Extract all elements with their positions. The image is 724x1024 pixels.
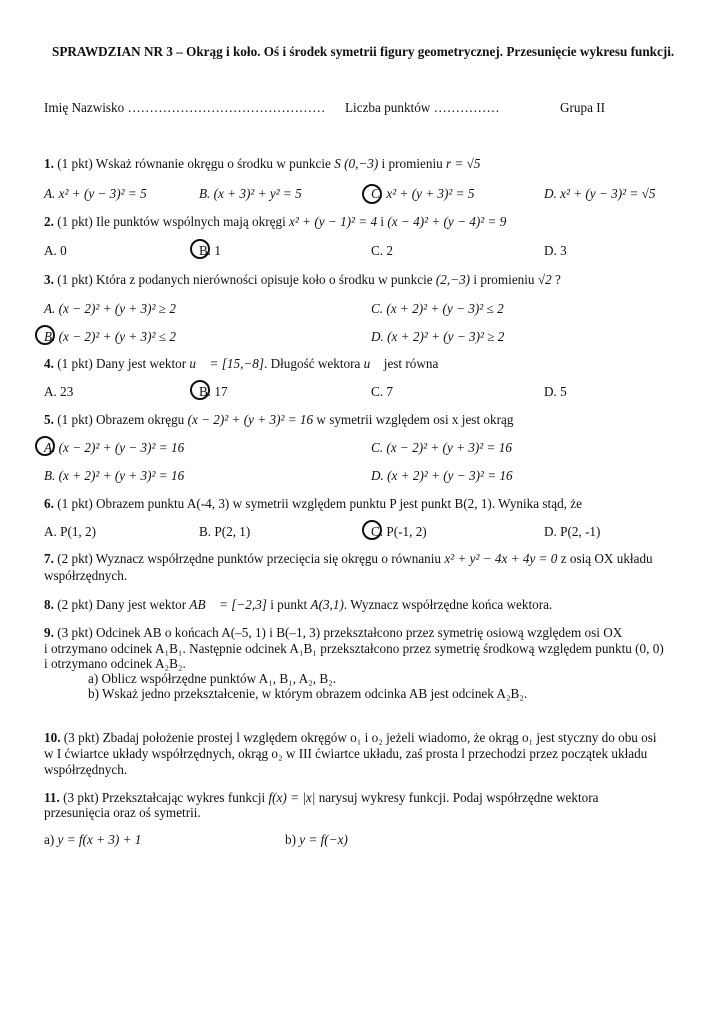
answer-2c: C. 2 (371, 243, 393, 258)
question-3: 3. (1 pkt) Która z podanych nierówności opisuje koło o środku w punkcie (2,−3) i promieniu √2 ? (44, 272, 561, 287)
question-9: 9. (3 pkt) Odcinek AB o końcach A(–5, 1) i B(–1, 3) przekształcono przez symetrię osiową względem osi OX (44, 625, 623, 640)
page-title: SPRAWDZIAN NR 3 – Okrąg i koło. Oś i środek symetrii figury geometrycznej. Przesunięcie wykresu funkcji. (52, 44, 675, 59)
answer-4a: A. 23 (44, 384, 74, 399)
question-11-line2: przesunięcia oraz oś symetrii. (44, 805, 201, 820)
selected-answer-circle (35, 436, 55, 456)
selected-answer-circle (190, 239, 210, 259)
answer-2b: B. 1 (199, 243, 221, 258)
selected-answer-circle (362, 520, 382, 540)
question-6: 6. (1 pkt) Obrazem punktu A(-4, 3) w symetrii względem punktu P jest punkt B(2, 1). Wynika stąd, że (44, 496, 582, 511)
question-9-line2: i otrzymano odcinek A₁B₁. Następnie odcinek A₁B₁ przekształcono przez symetrię środkową względem punktu (0, 0) (44, 641, 664, 656)
answer-2d: D. 3 (544, 243, 567, 258)
question-number: 1. (44, 156, 54, 171)
question-5: 5. (1 pkt) Obrazem okręgu (x − 2)² + (y + 3)² = 16 w symetrii względem osi x jest okrąg (44, 412, 514, 427)
selected-answer-circle (35, 325, 55, 345)
group-label: Grupa II (560, 100, 606, 115)
answer-3b: B. (x − 2)² + (y + 3)² ≤ 2 (44, 329, 176, 344)
answer-1b: B. (x + 3)² + y² = 5 (199, 186, 302, 201)
answer-6b: B. P(2, 1) (199, 524, 251, 539)
question-1: 1. (1 pkt) Wskaż równanie okręgu o środku w punkcie S (0,−3) i promieniu r = √5 (44, 156, 481, 171)
answer-1c: C. x² + (y + 3)² = 5 (371, 186, 475, 201)
answer-3a: A. (x − 2)² + (y + 3)² ≥ 2 (44, 301, 176, 316)
answer-5c: C. (x − 2)² + (y + 3)² = 16 (371, 440, 512, 455)
question-2: 2. (1 pkt) Ile punktów wspólnych mają okręgi x² + (y − 1)² = 4 i (x − 4)² + (y − 4)² = 9 (44, 214, 507, 229)
question-10-line2: w I ćwiartce układy współrzędnych, okrąg o₂ w III ćwiartce układu, zaś prosta l przechodzi przez początek układu (44, 746, 648, 761)
question-7: 7. (2 pkt) Wyznacz współrzędne punktów przecięcia się okręgu o równaniu x² + y² − 4x + 4y = 0 z osią OX układu (44, 551, 653, 566)
answer-4c: C. 7 (371, 384, 393, 399)
answer-5b: B. (x + 2)² + (y + 3)² = 16 (44, 468, 185, 483)
question-9-sub-b: b) Wskaż jedno przekształcenie, w którym obrazem odcinka AB jest odcinek A₂B₂. (88, 686, 528, 701)
selected-answer-circle (190, 380, 210, 400)
answer-3c: C. (x + 2)² + (y − 3)² ≤ 2 (371, 301, 504, 316)
answer-6d: D. P(2, -1) (544, 524, 601, 539)
answer-1a: A. x² + (y − 3)² = 5 (44, 186, 147, 201)
question-11-sub-a: a) y = f(x + 3) + 1 (44, 832, 142, 847)
question-11: 11. (3 pkt) Przekształcając wykres funkcji f(x) = |x| narysuj wykresy funkcji. Podaj współrzędne wektora (44, 790, 599, 805)
points-field-label: Liczba punktów …………… (345, 100, 500, 115)
question-8: 8. (2 pkt) Dany jest wektor AB⃗ = [−2,3] i punkt A(3,1). Wyznacz współrzędne końca wektora. (44, 597, 553, 612)
name-field-label: Imię Nazwisko ……………………………………… (44, 100, 326, 115)
answer-5a: A. (x − 2)² + (y − 3)² = 16 (44, 440, 185, 455)
question-9-sub-a: a) Oblicz współrzędne punktów A₁, B₁, A₂, B₂. (88, 671, 337, 686)
answer-2a: A. 0 (44, 243, 67, 258)
answer-3d: D. (x + 2)² + (y − 3)² ≥ 2 (371, 329, 505, 344)
question-11-sub-b: b) y = f(−x) (285, 832, 348, 847)
answer-6a: A. P(1, 2) (44, 524, 97, 539)
answer-1d: D. x² + (y − 3)² = √5 (544, 186, 656, 201)
question-9-line3: i otrzymano odcinek A₂B₂. (44, 656, 186, 671)
answer-5d: D. (x + 2)² + (y − 3)² = 16 (371, 468, 513, 483)
answer-4d: D. 5 (544, 384, 567, 399)
question-10-line3: współrzędnych. (44, 762, 128, 777)
answer-4b: B. 17 (199, 384, 228, 399)
question-4: 4. (1 pkt) Dany jest wektor u⃗ = [15,−8]. Długość wektora u⃗ jest równa (44, 356, 439, 371)
question-10: 10. (3 pkt) Zbadaj położenie prostej l względem okręgów o₁ i o₂ jeżeli wiadomo, że okrąg o₁ jest styczny do obu osi (44, 730, 657, 745)
selected-answer-circle (362, 184, 382, 204)
question-7-cont: współrzędnych. (44, 568, 128, 583)
answer-6c: C. P(-1, 2) (371, 524, 427, 539)
